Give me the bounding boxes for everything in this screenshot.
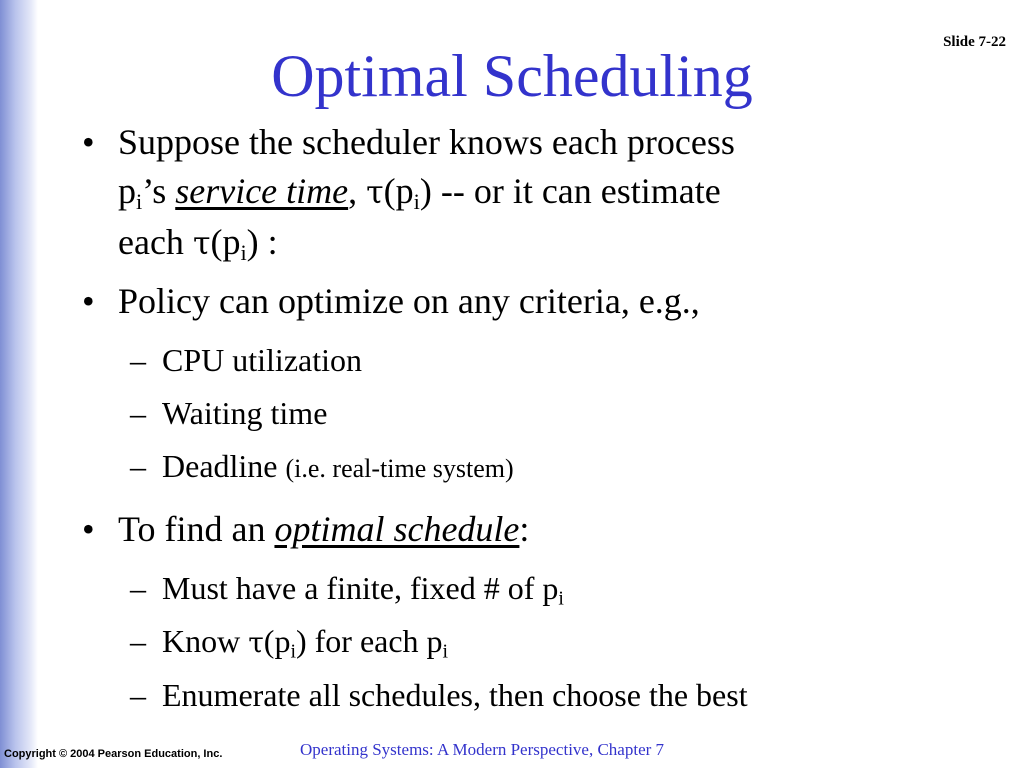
bullet-line-3 — [118, 218, 976, 269]
sub-bullet-waiting — [76, 387, 976, 440]
sub-bullet-text: Know — [162, 623, 249, 659]
sub-bullet-finite — [76, 562, 976, 615]
dash-marker: – — [130, 623, 146, 659]
bullet-line-2 — [118, 167, 976, 218]
subscript-i: i — [413, 189, 420, 215]
open-paren-p: (p — [383, 171, 414, 211]
bullet-text: ) -- or it can estimate — [419, 171, 721, 211]
subscript-i: i — [136, 189, 143, 215]
sub-bullet-know — [76, 615, 976, 669]
sub-bullet-enumerate — [76, 669, 976, 722]
bullet-text: To find an — [118, 509, 275, 549]
bullet-optimal — [76, 505, 976, 554]
slide-content — [76, 118, 976, 722]
bullet-marker: • — [82, 281, 95, 321]
tau-symbol: τ — [248, 626, 264, 659]
sub-bullet-text: Waiting time — [162, 395, 328, 431]
bullet-marker: • — [82, 509, 95, 549]
dash-marker: – — [130, 395, 146, 431]
deadline-note: (i.e. real-time system) — [285, 454, 514, 483]
sub-bullet-deadline — [76, 440, 976, 495]
bullet-text: Policy can optimize on any criteria, e.g., — [118, 281, 700, 321]
bullet-text: ’s — [142, 171, 176, 211]
open-paren-p: (p — [263, 623, 291, 659]
dash-marker: – — [130, 677, 146, 713]
decorative-side-bar — [0, 0, 38, 768]
slide-number: Slide 7-22 — [943, 34, 1006, 50]
optimal-schedule-term: optimal schedule — [274, 509, 520, 549]
bullet-service-time — [76, 118, 976, 269]
colon: : — [519, 509, 530, 549]
bullet-text: each — [118, 222, 193, 262]
slide-title: Optimal Scheduling — [271, 43, 753, 109]
service-time-term: service time — [175, 171, 349, 211]
sub-bullet-text: CPU utilization — [162, 342, 362, 378]
tau-symbol: τ — [366, 175, 384, 211]
tau-symbol: τ — [192, 226, 211, 262]
open-paren-p: (p — [210, 222, 241, 262]
bullet-marker: • — [82, 122, 95, 162]
dash-marker: – — [130, 448, 146, 484]
close-paren: ) : — [246, 222, 278, 262]
copyright-footer: Copyright © 2004 Pearson Education, Inc. — [4, 748, 223, 760]
bullet-line-1 — [118, 118, 976, 167]
bullet-policy — [76, 277, 976, 326]
sub-bullet-cpu — [76, 334, 976, 387]
dash-marker: – — [130, 570, 146, 606]
subscript-i: i — [290, 640, 296, 663]
sub-bullet-text: Must have a finite, fixed # of p — [162, 570, 559, 606]
bullet-text: Suppose the scheduler knows each process — [118, 122, 735, 162]
subscript-i: i — [558, 587, 564, 610]
comma: , — [348, 171, 358, 211]
process-p: p — [118, 171, 136, 211]
sub-bullet-text: Enumerate all schedules, then choose the best — [162, 677, 748, 713]
sub-bullet-text: ) for each p — [295, 623, 443, 659]
subscript-i: i — [442, 640, 449, 663]
dash-marker: – — [130, 342, 146, 378]
sub-bullet-text: Deadline — [162, 448, 278, 484]
subscript-i: i — [240, 240, 247, 266]
course-footer: Operating Systems: A Modern Perspective, Chapter 7 — [300, 740, 665, 759]
